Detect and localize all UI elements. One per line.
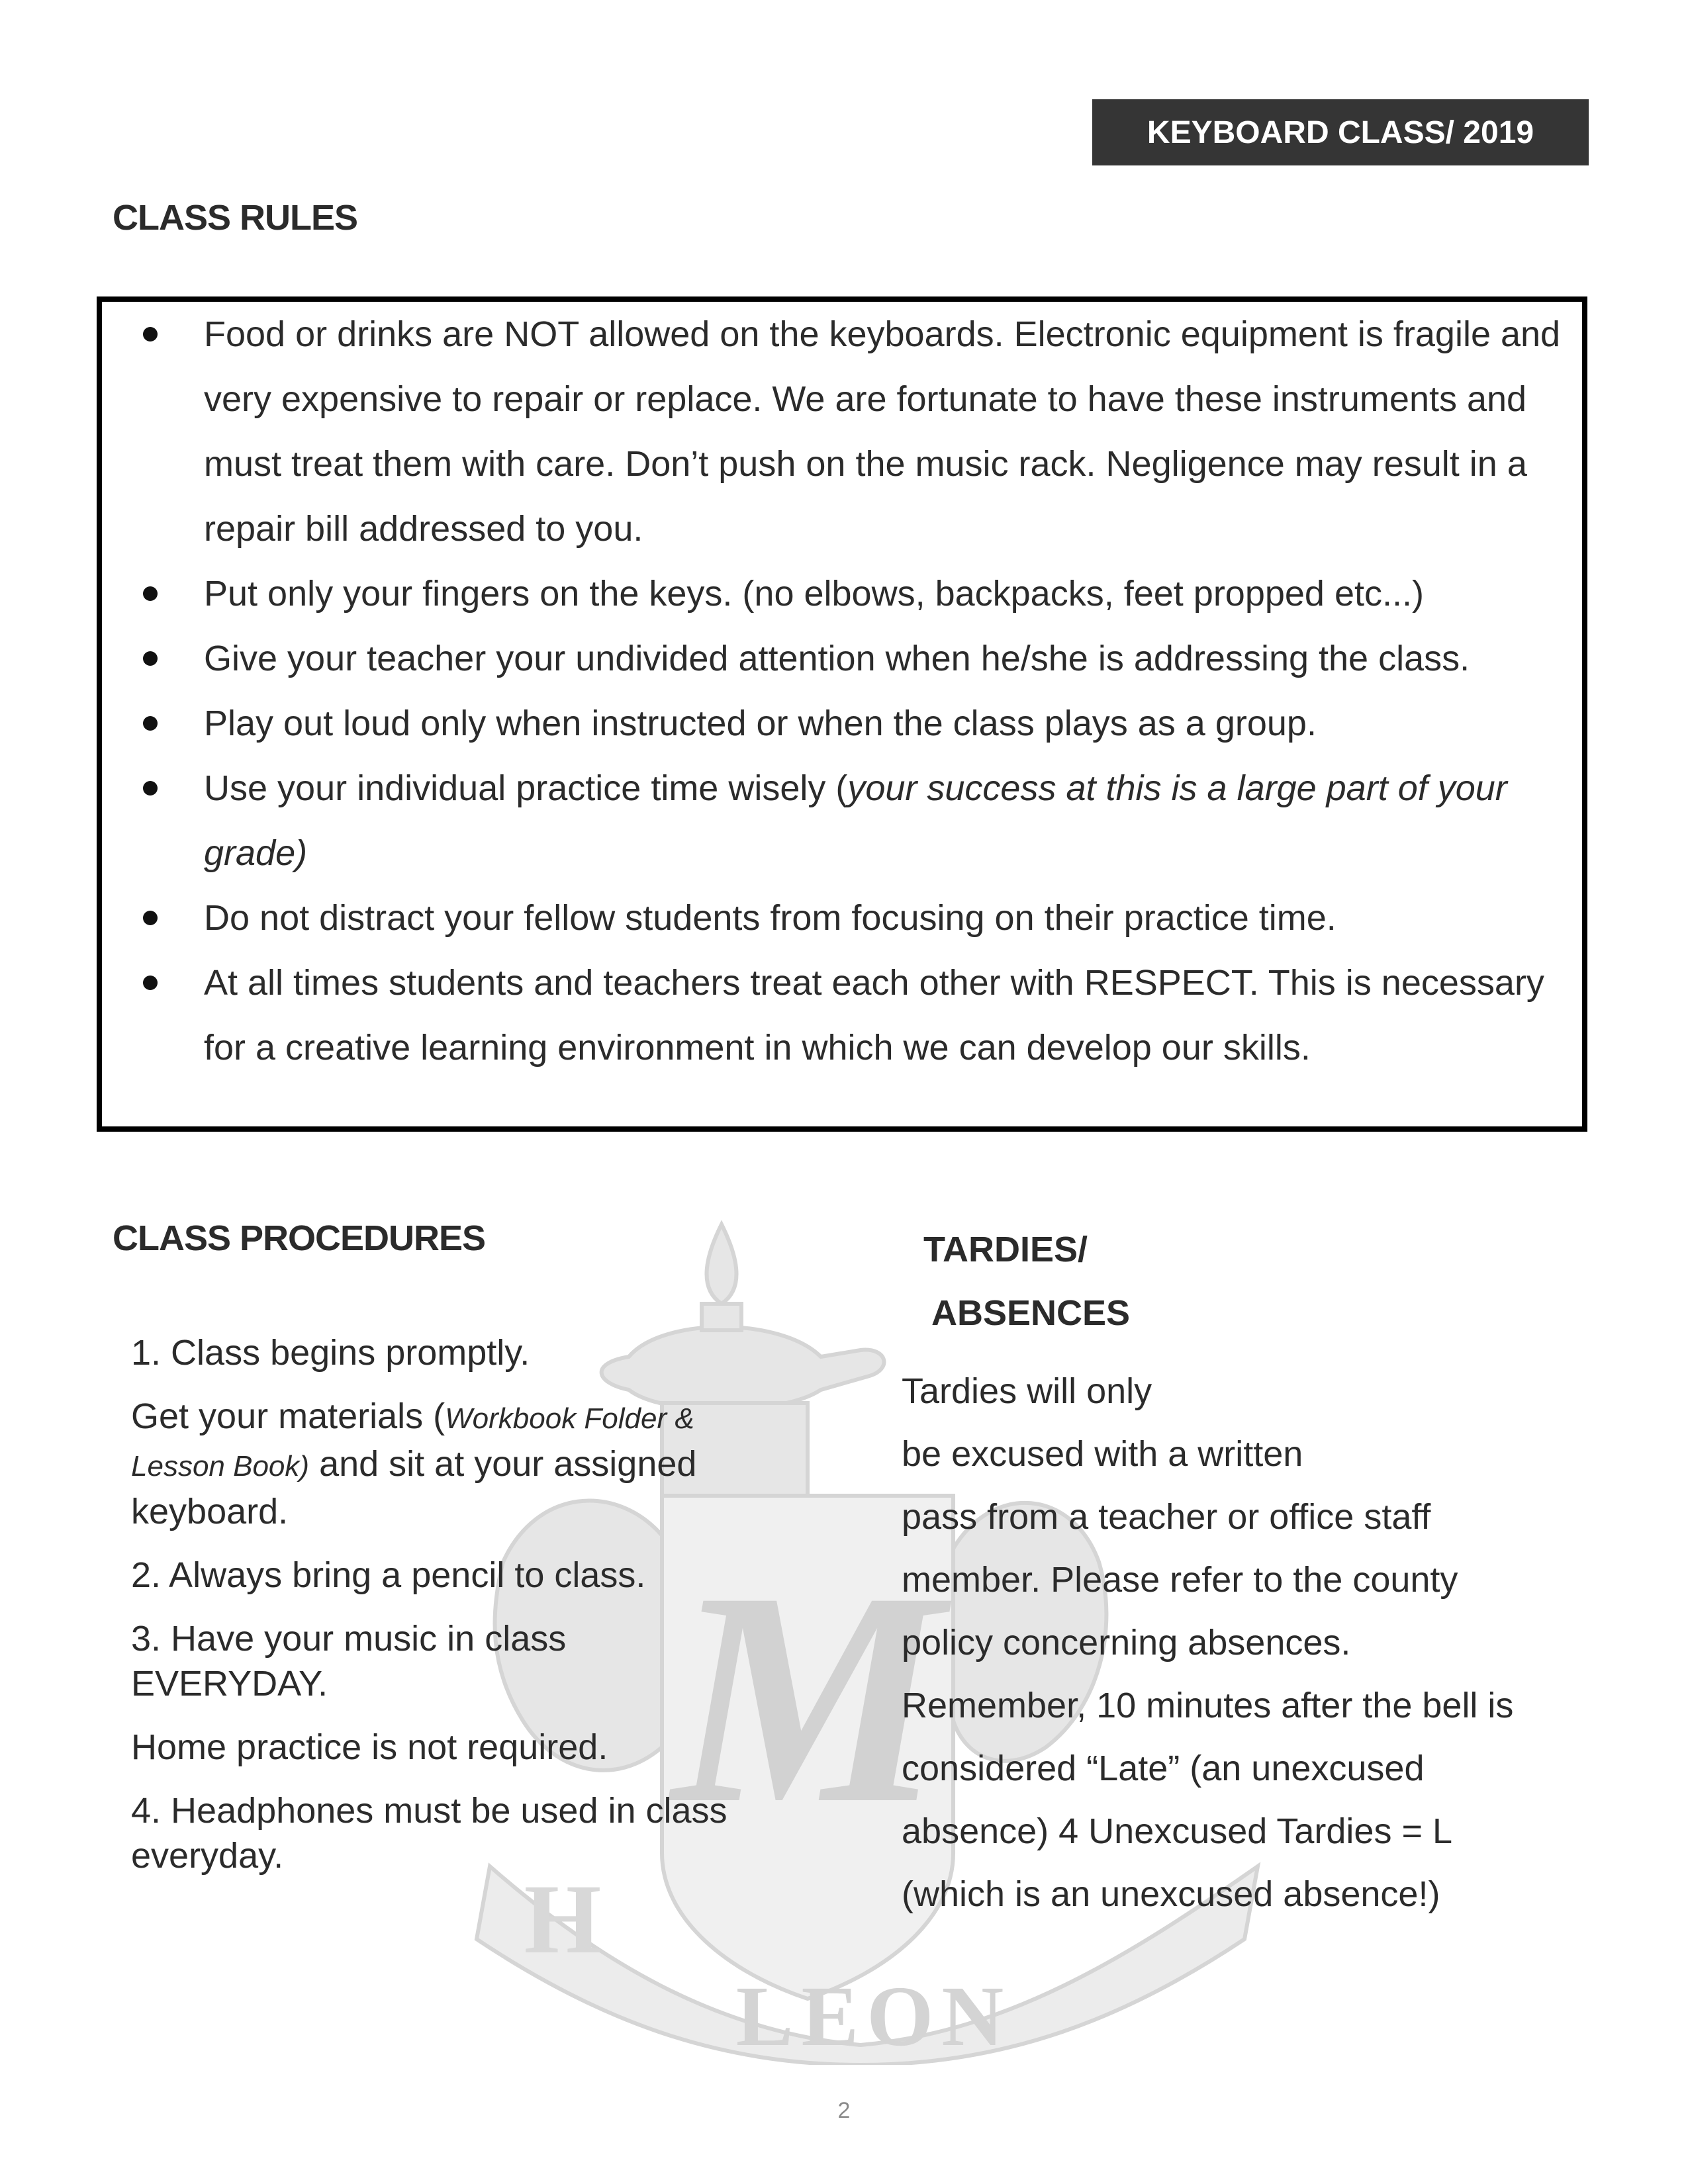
bullet-icon [143,651,158,666]
tardies-line: pass from a teacher or office staff [902,1497,1431,1537]
rule-text: Use your individual practice time wisely ( [204,768,848,808]
watermark-letter: H [524,1864,602,1974]
class-procedures-heading: CLASS PROCEDURES [113,1218,486,1258]
rule-text-italic: your success at this is a large part of your grade) [204,768,1507,873]
tardies-line: (which is an unexcused absence!) [902,1874,1440,1914]
tardies-line: Remember, 10 minutes after the bell is [902,1686,1514,1725]
rule-text: Do not distract your fellow students from focusing on their practice time. [204,898,1336,938]
procedure-item: 2. Always bring a pencil to class. [131,1555,646,1595]
procedure-text: Get your materials ( [131,1396,445,1436]
rule-text: At all times students and teachers treat each other with RESPECT. This is necessary for a creative learning environment in which we can develop our skills. [204,963,1544,1068]
rule-text: Put only your fingers on the keys. (no elbows, backpacks, feet propped etc...) [204,574,1424,614]
rule-item [102,950,1571,1080]
page-number: 2 [837,2098,851,2123]
bullet-icon [143,976,158,990]
bullet-icon [143,327,158,341]
rule-item [102,756,1571,886]
procedure-item: 1. Class begins promptly. [131,1333,530,1373]
bullet-icon [143,716,158,731]
tardies-absences-heading [923,1218,1130,1345]
heading-line: ABSENCES [931,1293,1131,1333]
tardies-line: policy concerning absences. [902,1623,1351,1662]
rule-text: Give your teacher your undivided attention when he/she is addressing the class. [204,639,1470,678]
bullet-icon [143,911,158,925]
tardies-line: be excused with a written [902,1434,1303,1474]
bullet-icon [143,781,158,796]
lamp-flame-icon [707,1224,737,1304]
rule-item [102,561,1571,626]
procedure-item: Home practice is not required. [131,1727,608,1767]
page-header-tag: KEYBOARD CLASS/ 2019 [1092,99,1589,165]
procedure-item: 3. Have your music in class EVERYDAY. [131,1619,567,1704]
rules-list [102,302,1571,1080]
watermark-monogram: M [672,1529,943,1866]
rule-item [102,626,1571,691]
rule-item [102,691,1571,756]
class-rules-box [97,296,1587,1132]
watermark-banner-text: LEON [735,1969,1012,2064]
procedure-text-italic: Workbook Folder & Lesson Book) [131,1402,694,1482]
class-rules-heading: CLASS RULES [113,198,358,238]
procedure-item [131,1394,753,1534]
rule-text: Food or drinks are NOT allowed on the keyboards. Electronic equipment is fragile and very expensive to repair or replace. We are fortunate to have these instruments and must treat them with care. Don’t push on the music rack. Negligence may result in a repair bill addressed to you. [204,314,1561,549]
procedure-item: 4. Headphones must be used in class everyday. [131,1791,727,1876]
procedures-list [131,1330,753,1897]
tardies-line: absence) 4 Unexcused Tardies = L [902,1811,1453,1851]
heading-line: TARDIES/ [923,1230,1088,1269]
procedure-text: and sit at your assigned keyboard. [131,1444,697,1531]
tardies-line: Tardies will only [902,1371,1152,1411]
rule-item [102,302,1571,561]
rule-text: Play out loud only when instructed or when the class plays as a group. [204,704,1317,743]
rule-item [102,886,1571,950]
tardies-line: member. Please refer to the county [902,1560,1458,1600]
tardies-line: considered “Late” (an unexcused [902,1749,1425,1788]
tardies-text [902,1360,1597,1926]
bullet-icon [143,586,158,601]
